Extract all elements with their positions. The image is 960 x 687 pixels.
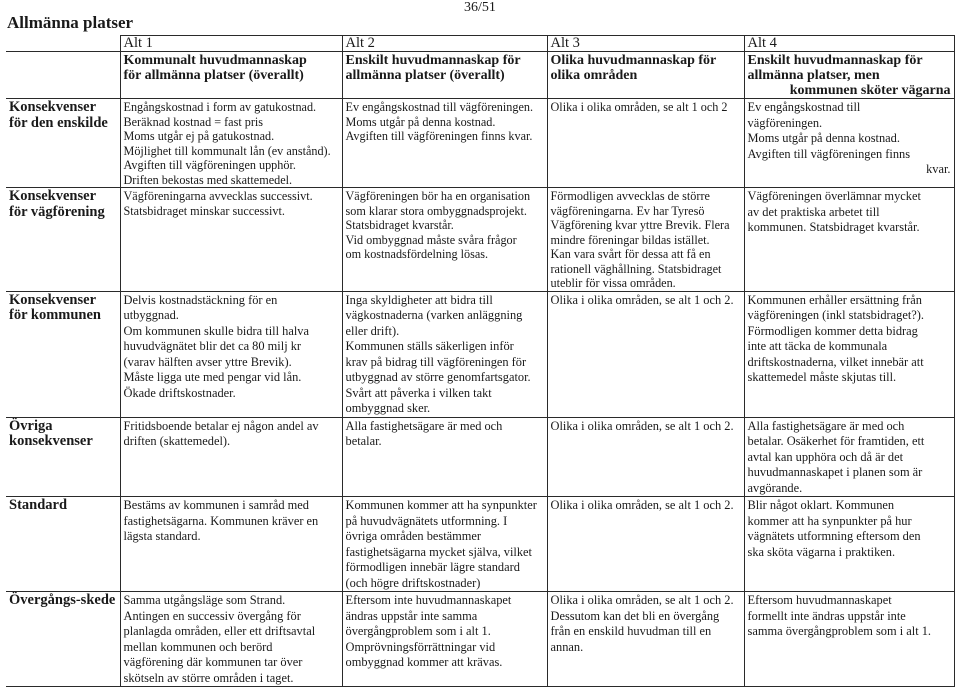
table-cell — [547, 291, 744, 417]
cell-line: Olika i olika områden, se alt 1 och 2. — [550, 418, 734, 433]
cell-line: Avgiften till vägföreningen finns kvar. — [345, 129, 533, 143]
cell-line: Delvis kostnadstäckning för en — [123, 292, 278, 307]
table-row — [6, 417, 954, 497]
row-label: Konsekvenser för kommunen — [6, 291, 120, 417]
cell-line: Ev engångskostnad till vägföreningen. — [345, 100, 534, 114]
table-cell — [120, 592, 342, 687]
cell-line: utbyggnad. — [123, 308, 179, 322]
corner-cell — [6, 52, 120, 99]
cell-line: Inga skyldigheter att bidra till — [345, 292, 493, 307]
alt-title-line: Kommunalt huvudmannaskap — [123, 53, 307, 68]
corner-cell — [6, 36, 120, 52]
table-cell — [120, 99, 342, 188]
table-row — [6, 291, 954, 417]
table-cell — [547, 592, 744, 687]
table-cell — [342, 497, 547, 592]
table-row — [6, 497, 954, 592]
alt-label: Alt 2 — [342, 36, 547, 52]
cell-line: på huvudvägnätets utformning. I — [345, 513, 508, 528]
cell-line: driftskostnaderna, vilket innebär att — [747, 354, 924, 369]
cell-line: Blir något oklart. Kommunen — [747, 498, 895, 512]
cell-line: kommunen. Statsbidraget kvarstår. — [747, 220, 920, 234]
cell-line: Kommunen erhåller ersättning från — [747, 292, 922, 307]
cell-line: utbyggnad av större genomfartsgator. — [345, 370, 531, 384]
alt-title-line: allmänna platser (överallt) — [345, 68, 505, 83]
cell-line: övergångproblem som i alt 1. — [345, 624, 491, 638]
cell-line: kvar. — [926, 162, 951, 176]
cell-line: avtal kan upphöra och då är det — [747, 449, 904, 464]
cell-line: krav på bidrag till vägföreningen för — [345, 354, 527, 369]
cell-line: Engångskostnad i form av gatukostnad. — [123, 100, 317, 114]
cell-line: ombyggnad sker. — [345, 401, 431, 415]
cell-line: Avgiften till vägföreningen upphör. — [123, 158, 296, 172]
cell-line: ombyggnad kommer att krävas. — [345, 655, 503, 669]
table-row — [6, 99, 954, 188]
cell-line: Statsbidraget kvarstår. — [345, 218, 454, 232]
cell-line: fastighetsägarna. Kommunen kräver en — [123, 513, 319, 528]
table-cell — [547, 188, 744, 292]
cell-line: betalar. Osäkerhet för framtiden, ett — [747, 434, 925, 448]
cell-line: Vid ombyggnad måste svåra frågor — [345, 232, 517, 247]
cell-line: rationell väghållning. Statsbidraget — [550, 261, 722, 276]
table-cell — [342, 417, 547, 497]
page-number: 36/51 — [464, 0, 496, 15]
cell-line: Driften bekostas med skattemedel. — [123, 172, 293, 187]
comparison-table — [6, 35, 955, 687]
cell-line: annan. — [550, 639, 584, 654]
cell-line: Kommunen ställs säkerligen inför — [345, 339, 514, 353]
alternative-title-row — [6, 52, 954, 99]
cell-line: Moms utgår ej på gatukostnad. — [123, 129, 275, 143]
cell-line: planlagda områden, eller ett driftsavtal — [123, 624, 316, 638]
cell-line: uteblir för vissa områden. — [550, 276, 676, 290]
cell-line: samma övergångproblem som i alt 1. — [747, 624, 932, 638]
cell-line: driften (skattemedel). — [123, 434, 231, 448]
table-cell — [342, 99, 547, 188]
cell-line: Svårt att påverka i vilken takt — [345, 385, 492, 400]
alt-title — [547, 52, 744, 99]
cell-line: Beräknad kostnad = fast pris — [123, 114, 264, 129]
cell-line: huvudvägnätet blir det ca 80 milj kr — [123, 339, 302, 353]
cell-line: lägsta standard. — [123, 529, 201, 543]
table-cell — [744, 592, 954, 687]
cell-line: Dessutom kan det bli en övergång — [550, 608, 720, 623]
cell-line: Olika i olika områden, se alt 1 och 2. — [550, 292, 734, 307]
alt-title-line: kommunen sköter vägarna — [789, 83, 951, 98]
cell-line: kommer att ha synpunkter på hur — [747, 513, 912, 528]
cell-line: Vägförening kvar yttre Brevik. Flera — [550, 218, 730, 232]
cell-line: vägnätets utformning eftersom den — [747, 529, 921, 543]
row-label: Konsekvenser för den enskilde — [6, 99, 120, 188]
cell-line: Vägföreningen bör ha en organisation — [345, 189, 531, 203]
cell-line: Kommunen kommer att ha synpunkter — [345, 498, 537, 512]
table-cell — [120, 188, 342, 292]
cell-line: Avgiften till vägföreningen finns — [747, 146, 911, 161]
cell-line: (och högre driftskostnader) — [345, 575, 481, 590]
cell-line: från en enskild huvudman till en — [550, 624, 712, 638]
cell-line: eller drift). — [345, 323, 400, 338]
cell-line: Olika i olika områden, se alt 1 och 2 — [550, 100, 728, 114]
cell-line: Eftersom huvudmannaskapet — [747, 593, 892, 607]
cell-line: Möjlighet till kommunalt lån (ev anstånd). — [123, 143, 331, 158]
table-row — [6, 188, 954, 292]
cell-line: övriga områden bestämmer — [345, 529, 482, 543]
cell-line: vägkostnaderna (varken anläggning — [345, 308, 523, 322]
cell-line: Ökade driftskostnader. — [123, 385, 236, 400]
alt-title-line: Enskilt huvudmannaskap för — [345, 53, 521, 68]
cell-line: Olika i olika områden, se alt 1 och 2. — [550, 593, 734, 607]
table-cell — [744, 188, 954, 292]
cell-line: (varav hälften avser yttre Brevik). — [123, 354, 292, 369]
row-label: Övriga konsekvenser — [6, 417, 120, 497]
table-cell — [547, 497, 744, 592]
cell-line: förmodligen innebär lägre standard — [345, 560, 520, 574]
cell-line: Alla fastighetsägare är med och — [747, 418, 905, 433]
table-cell — [342, 592, 547, 687]
cell-line: Eftersom inte huvudmannaskapet — [345, 593, 512, 607]
cell-line: vägföreningen (inkl statsbidraget?). — [747, 308, 925, 322]
alt-title-line: för allmänna platser (överallt) — [123, 68, 304, 83]
cell-line: Vägföreningarna avvecklas successivt. — [123, 189, 313, 203]
cell-line: Samma utgångsläge som Strand. — [123, 593, 286, 607]
cell-line: Antingen en successiv övergång för — [123, 608, 301, 623]
cell-line: mellan kommunen och berörd — [123, 639, 273, 654]
alt-label: Alt 1 — [120, 36, 342, 52]
alt-label: Alt 3 — [547, 36, 744, 52]
cell-line: vägförening där kommunen tar över — [123, 655, 303, 669]
table-cell — [744, 497, 954, 592]
alt-title — [744, 52, 954, 99]
alt-title — [120, 52, 342, 99]
row-label: Övergångs-skede — [6, 592, 120, 687]
cell-line: mindre föreningar bildas istället. — [550, 232, 710, 247]
row-label: Konsekvenser för vägförening — [6, 188, 120, 292]
cell-line: formellt inte ändras uppstår inte — [747, 608, 906, 623]
cell-line: vägföreningen. — [747, 115, 823, 130]
table-cell — [342, 188, 547, 292]
cell-line: Bestäms av kommunen i samråd med — [123, 498, 309, 512]
alt-label: Alt 4 — [744, 36, 954, 52]
cell-line: ska sköta vägarna i praktiken. — [747, 544, 896, 559]
cell-line: skötseln av större områden i taget. — [123, 670, 294, 685]
table-cell — [120, 417, 342, 497]
cell-line: huvudmannaskapet i planen som är — [747, 465, 923, 479]
cell-line: Moms utgår på denna kostnad. — [345, 114, 496, 129]
cell-line: Omprövningsförrättningar vid — [345, 639, 496, 654]
section-title: Allmänna platser — [7, 13, 134, 32]
table-cell — [744, 417, 954, 497]
alt-title-line: olika områden — [550, 68, 638, 83]
cell-line: fastighetsägarna mycket själva, vilket — [345, 544, 532, 559]
alt-title-line: allmänna platser, men — [747, 68, 880, 83]
table-body — [6, 99, 954, 687]
cell-line: Måste ligga ute med pengar vid lån. — [123, 370, 302, 384]
table-cell — [547, 99, 744, 188]
table-cell — [120, 291, 342, 417]
cell-line: inte att täcka de kommunala — [747, 339, 888, 353]
cell-line: vägföreningarna. Ev har Tyresö — [550, 203, 705, 218]
cell-line: avgörande. — [747, 480, 803, 495]
table-cell — [120, 497, 342, 592]
cell-line: Förmodligen kommer detta bidrag — [747, 323, 918, 338]
alt-title-line: Enskilt huvudmannaskap för — [747, 53, 923, 68]
cell-line: Alla fastighetsägare är med och — [345, 418, 503, 433]
cell-line: av det praktiska arbetet till — [747, 204, 880, 219]
table-cell — [744, 99, 954, 188]
cell-line: Kan vara svårt för dessa att få en — [550, 247, 711, 261]
cell-line: Förmodligen avvecklas de större — [550, 189, 710, 203]
cell-line: skattemedel måste skjutas till. — [747, 370, 897, 384]
cell-line: Statsbidraget minskar successivt. — [123, 203, 285, 218]
table-cell — [744, 291, 954, 417]
table-cell — [547, 417, 744, 497]
table-cell — [342, 291, 547, 417]
table-row — [6, 592, 954, 687]
cell-line: Vägföreningen överlämnar mycket — [747, 189, 921, 203]
cell-line: Moms utgår på denna kostnad. — [747, 131, 900, 145]
alt-title — [342, 52, 547, 99]
cell-line: Ev engångskostnad till — [747, 100, 861, 114]
row-label: Standard — [6, 497, 120, 592]
cell-line: ändras uppstår inte samma — [345, 608, 478, 623]
cell-line: som klarar stora ombyggnadsprojekt. — [345, 203, 527, 218]
cell-line: betalar. — [345, 434, 382, 448]
cell-line: Om kommunen skulle bidra till halva — [123, 323, 309, 338]
cell-line: Olika i olika områden, se alt 1 och 2. — [550, 498, 734, 512]
cell-line: Fritidsboende betalar ej någon andel av — [123, 418, 319, 433]
alternative-label-row — [6, 36, 954, 52]
alt-title-line: Olika huvudmannaskap för — [550, 53, 717, 68]
cell-line: om kostnadsfördelning lösas. — [345, 247, 489, 261]
